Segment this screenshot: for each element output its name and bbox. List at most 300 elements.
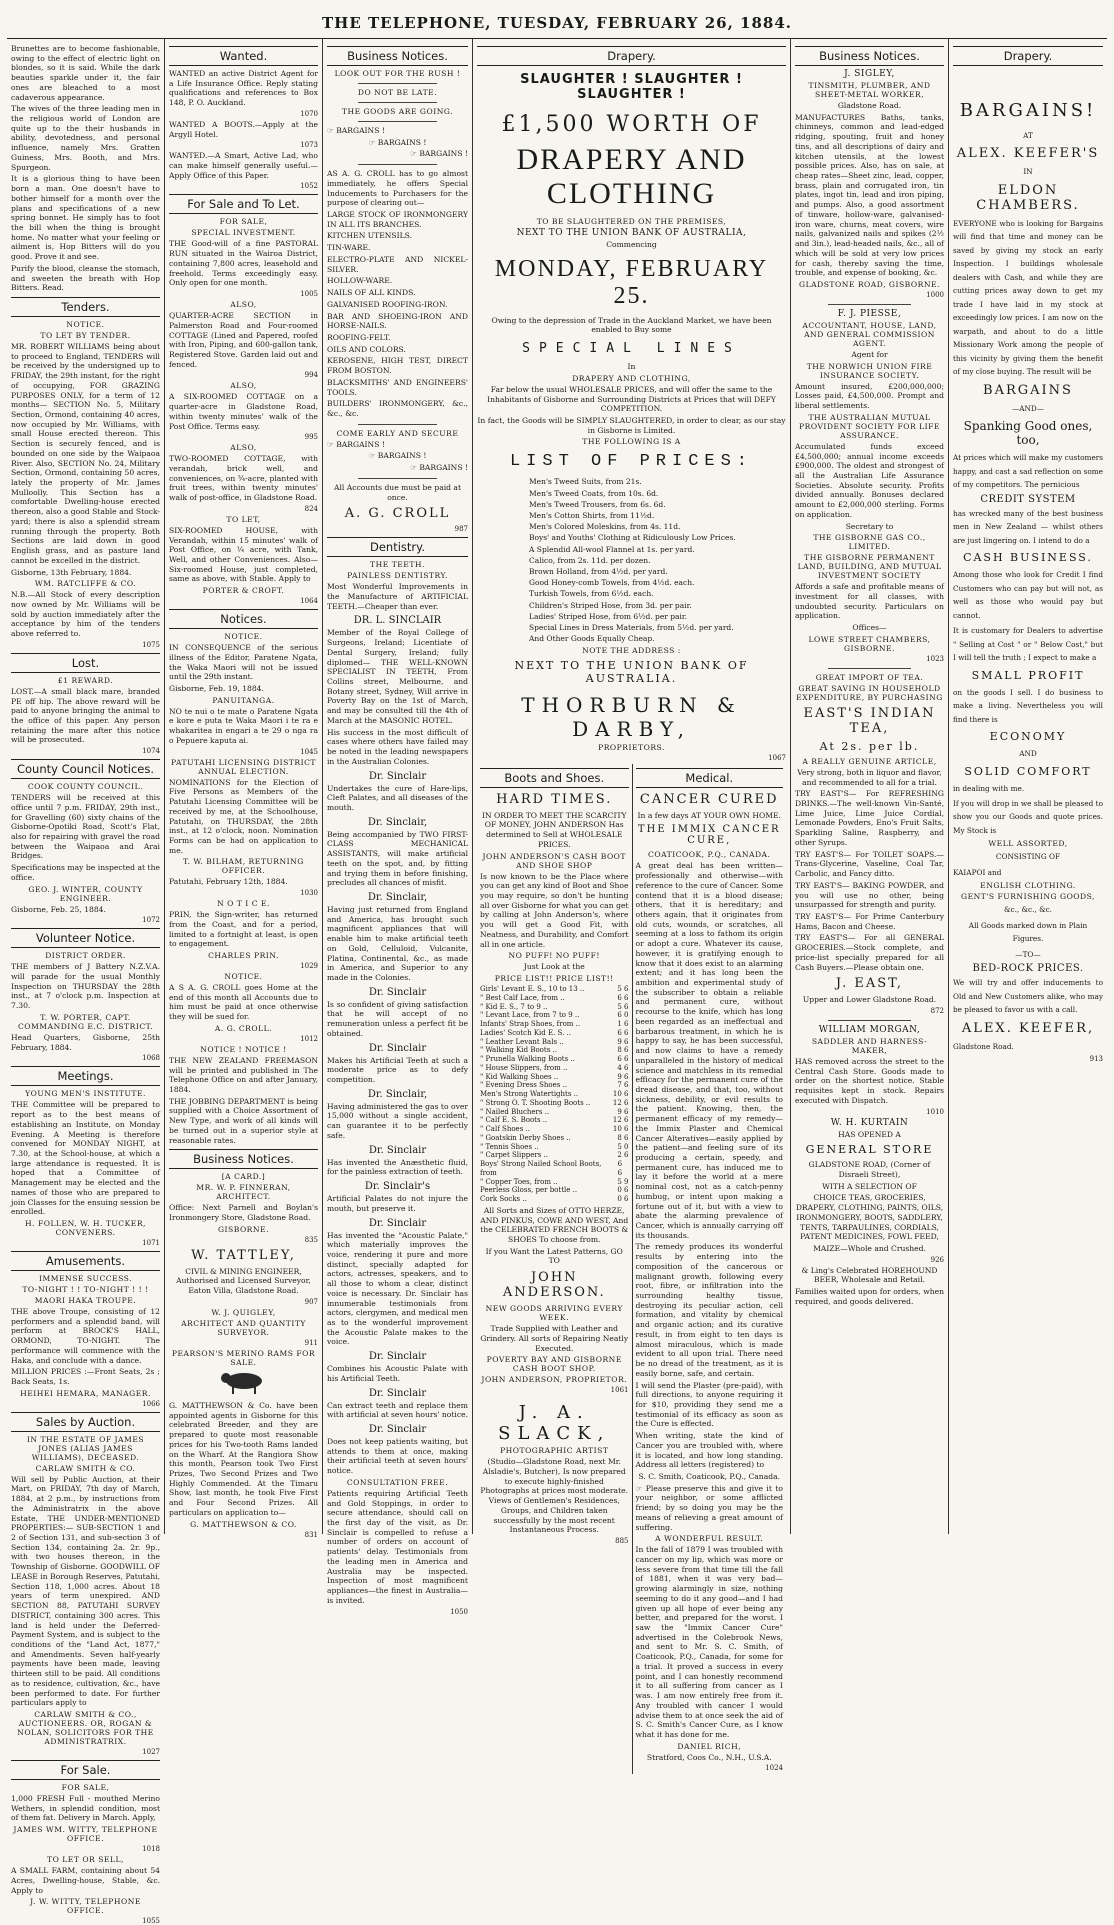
morgan-name: WILLIAM MORGAN, — [818, 1024, 921, 1035]
list-item: HOLLOW-WARE. — [327, 276, 393, 286]
section-heading-notices: Notices. — [169, 609, 318, 629]
address-line: NEXT TO THE UNION BANK OF AUSTRALIA. — [514, 658, 749, 685]
county-sub: COOK COUNTY COUNCIL. — [27, 782, 144, 792]
boot-price-value: 5 6 — [617, 1002, 629, 1011]
boot-price-row — [480, 1099, 629, 1108]
kaiapoi-line: KAIAPOI and — [953, 867, 1002, 877]
tattley-name: W. TATTLEY, — [191, 1247, 296, 1263]
sinclair-text: Having administered the gas to over 15,000 without a single accident, can guarantee it to be perfectly safe. — [327, 1101, 468, 1140]
tolet-sign: PORTER & CROFT. — [202, 586, 285, 596]
boot-price-item: " Prunella Walking Boots .. — [480, 1055, 575, 1064]
section-heading-drapery: Drapery. — [953, 46, 1103, 66]
in-sub: DRAPERY AND CLOTHING, — [572, 373, 691, 383]
ad-ref: 1052 — [300, 182, 318, 191]
boots-anderson: JOHN ANDERSON. — [502, 1270, 606, 1301]
ad-ref: 1075 — [142, 640, 160, 649]
sinclair-text: Artificial Palates do not injure the mouth, but preserve it. — [327, 1194, 468, 1213]
spanking-line: Spanking Good ones, too, — [963, 419, 1093, 448]
boot-price-item: " Walking Kid Boots .. — [480, 1046, 557, 1055]
consisting-of: CONSISTING OF — [995, 852, 1061, 862]
tolet-body: SIX-ROOMED HOUSE, with Verandah, within 15 minutes' walk of Post Office, on ¼ acre, with Tank, Well, and other Conveniences. Also— Six-roomed House, just completed, same as above, with Stable. Apply to — [169, 525, 318, 584]
let-sign: J. W. WITTY, TELEPHONE OFFICE. — [30, 1897, 141, 1916]
let-sub: TO LET OR SELL, — [47, 1855, 124, 1865]
masthead: THE TELEPHONE, TUESDAY, FEBRUARY 26, 1884. — [7, 0, 1107, 39]
section-heading-sale: For Sale. — [11, 1760, 160, 1780]
intro-paragraph: It is a glorious thing to have been born a man. One doesn't have to bother himself for a month over the plans and specifications of a new spring bonnet. He simply has to foot the bill when the thing is brought home. No matter what your feeling or ailment is, Hop Bitters will do you good. Prove it and see. — [11, 174, 160, 262]
tea-price: At 2s. per lb. — [819, 739, 920, 753]
section-heading-auction: Sales by Auction. — [11, 1412, 160, 1432]
ad-ref: 835 — [304, 1235, 318, 1244]
just-line: Just Look at the — [523, 962, 585, 972]
county-body: TENDERS will be received at this office until 7 p.m. FRIDAY, 29th inst., for Gravelling (60) sixty chains of the Gisborne-Opotiki Road, Scott's Flat, also for repairing with gravel the road between the Waipaoa and Arai Bridges. — [11, 793, 160, 861]
ad-ref: 885 — [615, 1537, 629, 1545]
ad-ref: 911 — [304, 1338, 318, 1347]
also-body: QUARTER-ACRE SECTION in Palmerston Road and Four-roomed COTTAGE (Lined and Papered, roofed with Iron, Piping, and 600-gallon tank, Registered Stove. Garden laid out and fenced. — [169, 311, 318, 369]
boot-price-row — [480, 1055, 629, 1064]
notice-sub: N O T I C E. — [217, 899, 270, 909]
pearson-title: PEARSON'S MERINO RAMS FOR SALE. — [171, 1348, 316, 1367]
quigley-sub: ARCHITECT AND QUANTITY SURVEYOR. — [181, 1318, 306, 1337]
boot-price-value: 6 6 — [617, 1028, 629, 1037]
morgan-body: HAS removed across the street to the Central Cash Store. Goods made to order on the shortest notice. Stable requisites kept in stock. Repairs executed with Dispatch. — [795, 1056, 944, 1105]
divider — [358, 102, 437, 103]
intro-paragraph: Purify the blood, cleanse the stomach, and sweeten the breath with Hop Bitters. Read. — [11, 263, 160, 293]
keefer-name: ALEX. KEEFER'S — [956, 146, 1100, 162]
auction-estate: IN THE ESTATE OF JAMES JONES (ALIAS JAMES WILLIAMS), DECEASED. — [26, 1434, 145, 1462]
immix-body: A great deal has been written—professionally and otherwise—with reference to the cure of Cancer. Some contend that it is a blood disease; others, that it is hereditary; and others again, that it originates from old cuts, wounds, or scratches, all seeming at a loss to fathom its origin or adopt a cure. Whatever its cause, however, it is gratifying enough to know that it does exist to an alarming extent; and it has long been the ambition and experimental study of the subscriber to obtain a reliable and permanent cure, without recourse to the knife, which has long been regarded as an ineffectual and barbarous treatment, in which he is happy to say, he has been successful, and now claims to have a remedy unparalleled in the history of medical science and matchless in its remedial efficacy for the permanent cure of the dread disease, and that, too, without sickness, debility, or evil results to the patient. Knowing, then, the permanent efficacy of my remedy—the Immix Plaster and Chemical Cancer Alteratives—easily applied by the patient—and feeling sure of its producing a certain, speedy, and permanent cure, has induced me to lay it before the world at a mere nominal cost, not as a catch-penny humbug, or intent upon making a fortune out of it, but with a view to abate the alarming prevalence of Cancer, which is annually carrying off its thousands. — [635, 861, 783, 1240]
ad-ref: 1005 — [300, 290, 318, 299]
following-line: THE FOLLOWING IS A — [582, 437, 681, 447]
kurtain-place: GLADSTONE ROAD, (Corner of Disraeli Street), — [808, 1160, 931, 1179]
kurtain-name: W. H. KURTAIN — [830, 1117, 909, 1128]
notice-body: IN CONSEQUENCE of the serious illness of the Editor, Paratene Ngata, the Waka Maori will not be issued until the 29th instant. — [169, 643, 318, 682]
boot-price-value: 10 6 — [612, 1125, 629, 1134]
divider — [358, 164, 437, 165]
boot-price-row — [480, 1081, 629, 1090]
dr-success: His success in the most difficult of cases where others have failed may be noted in the leading newspapers in the Australian Colonies. — [327, 727, 468, 766]
tattley-sub: CIVIL & MINING ENGINEER, Authorised and Licensed Surveyor, Eaton Villa, Gladstone Road. — [176, 1266, 311, 1296]
hard-times: HARD TIMES. — [496, 791, 613, 807]
boots-shop2: POVERTY BAY AND GISBORNE CASH BOOT SHOP. — [486, 1355, 622, 1374]
plist-title: PRICE LIST!! PRICE LIST!! — [494, 974, 614, 984]
amuse-troupe: MAORI HAKA TROUPE. — [34, 1295, 137, 1305]
piesse-agent: Agent for — [851, 349, 888, 359]
boot-price-item: Men's Strong Watertights .. — [480, 1090, 579, 1099]
etc-line: &c., &c., &c. — [1004, 905, 1052, 915]
price-item: Ladies' Striped Hose, from 6½d. per pair. — [529, 611, 688, 621]
patutahi-sign: T. W. BILHAM, RETURNING OFFICER. — [183, 857, 304, 876]
sinclair-text: Having just returned from England and America, has brought such magnificent appliances that will enable him to make artificial teeth on Gold, Celluloid, Vulcanite, Platina, Continental, &c., as made in America, and Superior to any made in the Colonies. — [327, 904, 468, 982]
slaughter-banner: SLAUGHTER ! SLAUGHTER ! SLAUGHTER ! — [520, 72, 743, 102]
to-be-line: TO BE SLAUGHTERED ON THE PREMISES, — [536, 217, 727, 226]
try-east: TRY EAST'S— For Prime Canterbury Hams, Bacon and Cheese. — [795, 911, 944, 931]
price-item: Special Lines in Dress Materials, from 5½d. per yard. — [529, 622, 734, 632]
sinclair-text: Undertakes the cure of Hare-lips, Cleft Palates, and all diseases of the mouth. — [327, 783, 468, 812]
tolet-label: TO LET, — [226, 514, 261, 524]
boot-price-row — [480, 1116, 629, 1125]
amuse-sub: IMMENSE SUCCESS. — [38, 1273, 133, 1283]
list-item: LARGE STOCK OF IRONMONGERY IN ALL ITS BRANCHES. — [327, 210, 468, 229]
ad-ref: 1050 — [450, 1607, 468, 1616]
cancer-sub: In a few days AT YOUR OWN HOME. — [637, 810, 781, 820]
firm-name: THORBURN & DARBY, — [521, 692, 742, 741]
list-item: GALVANISED ROOFING-IRON. — [327, 299, 448, 309]
keefer-body: on the goods I sell. I do business to make a living. Nevertheless you will find there is — [953, 687, 1103, 724]
next-to-line: NEXT TO THE UNION BANK OF AUSTRALIA, — [516, 228, 747, 238]
price-item: Men's Tweed Trousers, from 6s. 6d. — [529, 499, 666, 509]
special-lines: SPECIAL LINES — [522, 341, 741, 357]
kurtain-ling: & Ling's Celebrated HOREHOUND BEER, Wholesale and Retail. — [801, 1265, 938, 1285]
kurtain-maize: MAIZE—Whole and Crushed. — [813, 1244, 926, 1254]
owing-line: Owing to the depression of Trade in the Auckland Market, we have been enabled to Buy some — [491, 315, 772, 335]
immix-sign: S. C. Smith, Coaticook, P.Q., Canada. — [638, 1471, 781, 1481]
wonderful-body: In the fall of 1879 I was troubled with cancer on my lip, which was more or less severe from that time till the fall of 1881, when it was very bad—growing alarmingly in size, nothing seeming to do it any good—and I had given up all hope of ever being any better, and prepared for the worst. I saw the "Immix Cancer Cure" advertised in the Colebrook News, and sent to Mr. S. C. Smith, of Coaticook, P.Q., Canada, for some for a trial. It proved a success in every point, and I can honestly recommend it to all suffering from cancer as I was. I am now entirely free from it. Any troubled with cancer I would advise them to at once seek the aid of S. C. Smith's Cancer Cure, as I know what it has done for me. — [635, 1545, 783, 1739]
try-east: TRY EAST'S— For REFRESHING DRINKS.—The well-known Vin-Santé, Lime Juice, Lime Juice Cordial, Lemonade Powders, Eno's Fruit Salts, Sparkling Saline, Raspberry, and other Syrups. — [795, 789, 944, 847]
boot-price-value: 7 6 — [617, 1081, 629, 1090]
boot-price-row — [480, 1011, 629, 1020]
meetings-body: THE Committee will be prepared to report as to the best means of establishing an Institute, on Monday Evening. A Meeting is therefore convened for MONDAY NIGHT, at 7.30, at the School-house, at which a large attendance is requested. It is hoped that a Committee of Management may be elected and the names of those who are prepared to join Classes for the ensuing session be enrolled. — [11, 1100, 160, 1217]
come-line: COME EARLY AND SECURE — [336, 428, 459, 438]
and-line: AND — [1019, 749, 1037, 759]
ad-ref: 1061 — [610, 1386, 629, 1395]
amp-body: Accumulated funds exceed £4,500,000; annual income exceeds £900,000. The oldest and strongest of all the Australian Life Assurance Societies. Absolute security. Profits divided annually. Bonuses declared amount to £2,000,000 sterling. Forms on application. — [795, 441, 944, 519]
consult-title: CONSULTATION FREE. — [346, 1477, 449, 1487]
east-place: Upper and Lower Gladstone Road. — [802, 995, 937, 1005]
ad-ref: 1027 — [142, 1747, 160, 1756]
panuitanga-body: NO te nui o te mate o Paratene Ngata e kore e puta te Waka Maori i te ra e whakaritea in engari a te 29 o nga ra o Pepuere kaputa ai. — [169, 706, 318, 745]
ad-ref: 913 — [1089, 1055, 1103, 1064]
offices-line: Offices— — [852, 623, 887, 633]
column-1 — [7, 39, 165, 1925]
sinclair-title: Dr. Sinclair — [368, 1351, 427, 1363]
sigley-place: Gladstone Road. — [837, 101, 902, 110]
amuse-prices: MILLION PRICES :—Front Seats, 2s ; Back Seats, 1s. — [11, 1367, 160, 1386]
ad-ref: 1073 — [300, 141, 318, 150]
boot-price-item: " Leather Levant Bals .. — [480, 1037, 564, 1046]
boot-price-value: 6 0 — [617, 1011, 629, 1020]
marked-line: All Goods marked down in Plain Figures. — [968, 920, 1088, 944]
lost-reward: £1 REWARD. — [57, 675, 114, 685]
tenders-sub: TO LET BY TENDER. — [40, 330, 131, 340]
boot-price-value: 5 6 — [617, 985, 629, 994]
column-6 — [949, 39, 1107, 1534]
ad-ref: 987 — [454, 525, 468, 534]
sinclair-text: Can extract teeth and replace them with artificial at seven hours' notice. — [327, 1400, 468, 1420]
price-list — [477, 477, 786, 643]
medical-section — [632, 764, 787, 1775]
keefer-body: in dealing with me. — [953, 783, 1025, 793]
notice-sign: CHARLES PRIN. — [208, 950, 279, 960]
date-headline: MONDAY, FEBRUARY 25. — [494, 255, 769, 309]
tenders-sign: WM. RATCLIFFE & CO. — [34, 579, 137, 589]
well-assorted: WELL ASSORTED, — [988, 839, 1068, 849]
boot-price-item: Ladies' Scotch Kid E. S. .. — [480, 1028, 572, 1037]
boot-price-value: 4 6 — [617, 1063, 629, 1072]
volunteer-sub: DISTRICT ORDER. — [45, 951, 126, 961]
amp-title: THE AUSTRALIAN MUTUAL PROVIDENT SOCIETY FOR LIFE ASSURANCE. — [799, 412, 940, 440]
commencing-line: Commencing — [606, 240, 657, 249]
intro-paragraph: The wives of the three leading men in the religious world of London are quite up to the their husbands in ability, devotedness, and personal influence, namely Mrs. Gratten Guiness, Mrs. Booth, and Mrs. Spurgeon. — [11, 104, 160, 172]
sinclair-title: Dr. Sinclair — [368, 1424, 427, 1435]
boot-price-row — [480, 1038, 629, 1047]
finneran-body: Office: Next Parnell and Boylan's Ironmongery Store, Gladstone Road. — [169, 1203, 318, 1223]
sigley-sign: GLADSTONE ROAD, GISBORNE. — [799, 279, 940, 289]
ad-ref: 1072 — [142, 916, 160, 925]
section-heading-lost: Lost. — [11, 653, 160, 673]
boot-price-value: 2 6 — [617, 1151, 629, 1160]
morgan-sub: SADDLER AND HARNESS-MAKER, — [811, 1036, 928, 1055]
divider — [828, 668, 911, 669]
volunteer-date: Head Quarters, Gisborne, 25th February, 1884. — [11, 1032, 160, 1052]
forsale-body: THE Good-will of a fine PASTORAL RUN situated in the Wairoa District, containing 7,800 acres, leasehold and freehold. Terms exceedingly easy. Only open for one month. — [169, 239, 318, 288]
in-line: IN — [1023, 167, 1033, 177]
item-list — [327, 210, 468, 419]
ad-ref: 824 — [304, 504, 318, 513]
keefer-body: has wrecked many of the best business men in New Zealand — whilst others are just lingering on. I intend to do a — [953, 508, 1103, 545]
divider — [828, 304, 911, 305]
sinclair-list — [327, 771, 468, 1476]
boot-price-row — [480, 1160, 629, 1178]
ad-ref: 926 — [930, 1255, 944, 1264]
ad-ref: 1066 — [142, 1399, 160, 1408]
boots-sign: JOHN ANDERSON, PROPRIETOR. — [481, 1375, 628, 1385]
sinclair-title: Dr. Sinclair's — [364, 1181, 431, 1193]
tea-import: GREAT IMPORT OF TEA. — [815, 672, 924, 682]
wanted-ad: WANTED an active District Agent for a Life Insurance Office. Reply stating qualifications and references to Box 148, P. O. Auckland. — [169, 69, 318, 108]
boot-price-item: Girls' Levant E. S., 10 to 13 .. — [480, 985, 585, 994]
try-east: TRY EAST'S— For TOILET SOAPS.—Trans-Glycerine, Vaseline, Coal Tar, Carbolic, and Fancy ditto. — [795, 849, 944, 879]
kurtain-items: CHOICE TEAS, GROCERIES, DRAPERY, CLOTHING, PAINTS, OILS, IRONMONGERY, BOOTS, SADDLERY, TENTS, TARPAULINES, CORDIALS, PATENT MEDICINES, FOWL FEED, — [795, 1193, 944, 1242]
price-item: A Splendid All-wool Flannel at 1s. per yard. — [529, 544, 695, 554]
section-heading-amusements: Amusements. — [11, 1251, 160, 1271]
boot-price-value: 8 6 — [617, 1133, 629, 1142]
section-heading-dentistry: Dentistry. — [327, 537, 468, 557]
building-title: THE GISBORNE PERMANENT LAND, BUILDING, AND MUTUAL INVESTMENT SOCIETY — [797, 553, 942, 581]
sinclair-text: Combines his Acoustic Palate with his Artificial Teeth. — [327, 1364, 468, 1383]
immix-body: I will send the Plaster (pre-paid), with full directions, to anyone requiring it for $10, providing they send me a testimonial of its efficacy as soon as the Cure is effected. — [635, 1380, 783, 1429]
credit-system: CREDIT SYSTEM — [980, 493, 1076, 505]
boot-price-value: 0 6 — [617, 1186, 629, 1195]
sinclair-title: Dr. Sinclair, — [367, 816, 428, 828]
section-heading-business: Business Notices. — [795, 46, 944, 66]
section-heading-wanted: Wanted. — [169, 46, 318, 66]
price-item: Men's Tweed Coats, from 10s. 6d. — [529, 488, 659, 498]
divider — [358, 478, 437, 479]
boot-price-item: " Calf Shoes .. — [480, 1125, 530, 1134]
bedrock-prices: BED-ROCK PRICES. — [972, 963, 1084, 975]
gents-goods: GENT'S FURNISHING GOODS, — [961, 892, 1095, 902]
county-spec: Specifications may be inspected at the office. — [11, 863, 160, 882]
boot-price-value: 8 6 — [617, 1046, 629, 1055]
going-line: THE GOODS ARE GOING. — [341, 107, 454, 116]
sinclair-text: Has invented the Anæsthetic fluid, for the painless extraction of teeth. — [327, 1157, 468, 1177]
sigley-sub: TINSMITH, PLUMBER, AND SHEET-METAL WORKER, — [808, 81, 931, 99]
boot-price-value: 6 6 — [617, 1055, 629, 1064]
painless-title: PAINLESS DENTISTRY. — [347, 571, 448, 581]
tenders-notice: NOTICE. — [66, 319, 105, 329]
sinclair-text: Does not keep patients waiting, but attends to them at once, making their artificial teeth at seven hours' notice. — [327, 1437, 468, 1476]
meetings-sub: YOUNG MEN'S INSTITUTE. — [25, 1089, 146, 1099]
sale-sign: JAMES WM. WITTY, TELEPHONE OFFICE. — [13, 1825, 158, 1844]
quigley-name: W. J. QUIGLEY, — [211, 1307, 276, 1317]
boot-price-item: " Levant Lace, from 7 to 9 .. — [480, 1011, 580, 1020]
boot-price-row — [480, 1029, 629, 1038]
notice-sub: NOTICE. — [224, 632, 263, 642]
keefer-sign: ALEX. KEEFER, — [961, 1020, 1095, 1036]
boot-price-row — [480, 1134, 629, 1143]
section-heading-boots: Boots and Shoes. — [480, 768, 629, 788]
boot-price-item: Infants' Strap Shoes, from .. — [480, 1020, 581, 1029]
keefer-body: If you will drop in we shall be pleased to show you our Goods and quote prices. My Stock is — [953, 798, 1103, 835]
east-name: J. EAST, — [835, 976, 904, 992]
croll-signature: A. G. CROLL — [344, 506, 451, 522]
and-line: —AND— — [1011, 403, 1045, 413]
ad-ref: 994 — [304, 371, 318, 380]
boot-price-value: 9 6 — [617, 1037, 629, 1046]
also-body: TWO-ROOMED COTTAGE, with verandah, brick well, and conveniences, on ¾-acre, planted with fruit trees, within twenty minutes' walk of post-office, in Gladstone Road. — [169, 454, 318, 503]
dent-intro: Most Wonderful Improvements in the Manufacture of ARTIFICIAL TEETH.—Cheaper than ever. — [327, 582, 468, 611]
sinclair-text: Is so confident of giving satisfaction that he will accept of no remuneration unless a perfect fit be obtained. — [327, 999, 468, 1038]
boot-price-value: 6 6 — [617, 993, 629, 1002]
notice-sub: NOTICE ! NOTICE ! — [200, 1044, 287, 1054]
kurtain-store: GENERAL STORE — [805, 1143, 934, 1157]
wanted-ad: WANTED.—A Smart, Active Lad, who can make himself generally useful.—Apply Office of this Paper. — [169, 151, 318, 180]
ad-ref: 1055 — [142, 1917, 160, 1925]
ad-ref: 1067 — [768, 753, 786, 762]
sinclair-title: Dr. Sinclair — [368, 1217, 427, 1229]
list-item: BUILDERS' IRONMONGERY, &c., &c., &c. — [327, 399, 468, 418]
boot-price-value: 9 6 — [617, 1107, 629, 1116]
sinclair-text: Being accompanied by TWO FIRST-CLASS MECHANICAL ASSISTANTS, will make artificial teeth on the spot, and, by fitting and trying them in before finishing, precludes all chances of misfit. — [327, 829, 468, 888]
boot-price-item: Peerless Gloss, per bottle .. — [480, 1186, 578, 1195]
ad-ref: 1030 — [300, 889, 318, 898]
forsale-sub2: SPECIAL INVESTMENT. — [191, 228, 296, 238]
bargain-line: ☞ BARGAINS ! — [410, 463, 468, 473]
keefer-body: At prices which will make my customers happy, and cast a sad reflection on some of my competitors. The pernicious — [953, 453, 1103, 490]
boot-price-item: " Carpet Slippers .. — [480, 1151, 548, 1160]
economy: ECONOMY — [989, 730, 1067, 744]
boot-price-value: 6 6 — [617, 1160, 623, 1177]
also-label: ALSO, — [230, 381, 257, 391]
amuse-sign: HEIHEI HEMARA, MANAGER. — [20, 1388, 151, 1398]
sinclair-title: Dr. Sinclair — [368, 1144, 427, 1156]
list-item: OILS AND COLORS. — [327, 344, 406, 354]
divider — [358, 424, 437, 425]
county-sign: GEO. J. WINTER, COUNTY ENGINEER. — [28, 884, 143, 903]
volunteer-sign: T. W. PORTER, CAPT. COMMANDING E.C. DISTRICT. — [18, 1012, 153, 1031]
boot-price-item: Boys' Strong Nailed School Boots, from — [480, 1160, 602, 1177]
english-clothing: ENGLISH CLOTHING. — [980, 881, 1076, 891]
notice-body: PRIN, the Sign-writer, has returned from the Coast, and for a period, limited to a fortnight at least, is open to engagement. — [169, 910, 318, 949]
section-heading-county: County Council Notices. — [11, 759, 160, 779]
boot-price-item: " Kid E. S., 7 to 9 .. — [480, 1002, 548, 1011]
boot-price-row — [480, 994, 629, 1003]
price-item: Men's Cotton Shirts, from 11½d. — [529, 511, 655, 521]
price-item: Children's Striped Hose, from 3d. per pair. — [529, 600, 692, 610]
also-label: ALSO, — [230, 300, 257, 310]
boots-latest: If you Want the Latest Patterns, GO TO — [485, 1246, 623, 1266]
sale-body: 1,000 FRESH Full - mouthed Merino Wethers, in splendid condition, most of them fat. Delivery in March. Apply, — [11, 1793, 160, 1823]
tenders-nb: N.B.—All Stock of every description now owned by Mr. Williams will be sold by auction immediately after the acceptance by him of the tenders above referred to. — [11, 590, 160, 639]
sinclair-text: Has invented the "Acoustic Palate," which materially improves the voice, rendering it pure and more distinct, specially adapted for actors, actresses, speakers, and to all those to whom a clear, distinct voice is necessary. Dr. Sinclair has innumerable testimonials from actors, clergymen, and medical men as to the wonderful improvement the Acoustic Palate makes to the voice. — [327, 1230, 468, 1347]
slack-body: (Studio—Gladstone Road, next Mr. Alsladie's, Butcher), Is now prepared to execute highly-finished Photographs at prices most moderate. Views of Gentlemen's Residences, Groups, and Children taken successfully by the most recent Instantaneous Process. — [480, 1457, 629, 1535]
price-item: Men's Colored Moleskins, from 4s. 11d. — [529, 522, 681, 532]
ad-ref: 1045 — [300, 747, 318, 756]
rush-line: LOOK OUT FOR THE RUSH ! — [334, 69, 461, 78]
accounts-line: All Accounts due must be paid at once. — [333, 482, 461, 502]
boot-price-list — [480, 985, 629, 1204]
price-item: Good Honey-comb Towels, from 4½d. each. — [529, 578, 695, 588]
pearson-body: G. MATTHEWSON & Co. have been appointed agents in Gisborne for this celebrated Breeder, and they are prepared to quote most reasonable prices for his Two-tooth Rams landed on the Wharf. At the Rangiora Show this month, Pearson took Two First Prizes, Two Second Prizes and Two Highly Commended. At the Timaru Show, last month, he took Five First and Four Second Prizes. All particulars on application to— — [169, 1400, 318, 1517]
boot-price-row — [480, 1003, 629, 1012]
in-fact: In fact, the Goods will be SIMPLY SLAUGHTERED, in order to clear, as our stay in Gisborne is Limited. — [477, 416, 786, 435]
far-below: Far below the usual WHOLESALE PRICES, and will offer the same to the Inhabitants of Gisborne and Surrounding Districts at Prices that will DEFY COMPETITION. — [487, 384, 776, 414]
list-item: BLACKSMITHS' AND ENGINEERS' TOOLS. — [327, 377, 468, 397]
boot-price-row — [480, 985, 629, 994]
cancer-title: CANCER CURED — [639, 791, 779, 807]
ad-ref: 1024 — [765, 1764, 783, 1773]
divider — [358, 83, 437, 84]
section-heading-forsale: For Sale and To Let. — [169, 194, 318, 214]
wonderful-sign: DANIEL RICH, — [677, 1741, 742, 1751]
in-line: In — [627, 362, 636, 372]
gas-title: THE GISBORNE GAS CO., LIMITED. — [813, 533, 926, 552]
boots-section — [477, 764, 632, 1775]
boot-price-item: " Tennis Shoes .. — [480, 1142, 539, 1151]
boot-price-value: 0 6 — [617, 1195, 629, 1204]
late-line: DO NOT BE LATE. — [357, 88, 438, 97]
amount-line: £1,500 WORTH OF — [501, 112, 762, 137]
ad-ref: 1029 — [300, 961, 318, 970]
tenders-date: Gisborne, 13th February, 1884. — [11, 567, 132, 577]
let-body: A SMALL FARM, containing about 54 Acres, Dwelling-house, Stable, &c. Apply to — [11, 1866, 160, 1895]
sinclair-title: Dr. Sinclair — [368, 770, 427, 782]
meetings-sign: H. FOLLEN, W. H. TUCKER, CONVENERS. — [25, 1218, 146, 1237]
patutahi-body: NOMINATIONS for the Election of Five Persons as Members of the Patutahi Licensing Committee will be received by me, at the Schoolhouse, Patutahi, on THURSDAY, the 28th inst., at 12 o'clock, noon. Nomination Forms can be had on application to me. — [169, 777, 318, 855]
keefer-body: Among those who look for Credit I find Customers who can pay but will not, as well as those who would pay but cannot. — [953, 570, 1103, 620]
ad-ref: 1000 — [926, 290, 944, 299]
puff-line: NO PUFF! NO PUFF! — [508, 951, 600, 961]
county-date: Gisborne, Feb. 25, 1884. — [11, 904, 106, 914]
try-east: TRY EAST'S— BAKING POWDER, and you will use no other, being unsurpassed for strength and purity. — [795, 880, 944, 910]
boot-price-value: 10 6 — [612, 1090, 629, 1099]
boot-price-row — [480, 1020, 629, 1029]
immix-place: COATICOOK, P.Q., CANADA. — [648, 850, 771, 860]
also-body: A SIX-ROOMED COTTAGE on a quarter-acre in Gladstone Road, within twenty minutes' walk of the Post Office. Terms easy. — [169, 392, 318, 431]
boot-price-row — [480, 1090, 629, 1099]
boot-price-item: " Copper Toes, from .. — [480, 1177, 558, 1186]
boot-price-row — [480, 1186, 629, 1195]
patutahi-date: Patutahi, February 12th, 1884. — [169, 877, 288, 887]
boot-price-value: 12 6 — [612, 1116, 629, 1125]
bargains-word: BARGAINS — [983, 382, 1073, 398]
keefer-body: We will try and offer inducements to Old and New Customers alike, who may be pleased to favor us with a call. — [953, 978, 1103, 1015]
kurtain-with: WITH A SELECTION OF — [822, 1181, 917, 1191]
also-label: ALSO, — [230, 443, 257, 453]
boots-shop: JOHN ANDERSON'S CASH BOOT AND SHOE SHOP — [482, 851, 626, 870]
panuitanga-title: PANUITANGA. — [212, 695, 275, 705]
bargains-title: BARGAINS! — [959, 100, 1097, 121]
finneran-place: GISBORNE. — [217, 1224, 270, 1234]
list-item: BAR AND SHOEING-IRON AND HORSE-NAILS. — [327, 311, 468, 331]
patutahi-sub: PATUTAHI LICENSING DISTRICT ANNUAL ELECTION. — [171, 757, 316, 776]
consult-body: Patients requiring Artificial Teeth and Gold Stoppings, in order to secure attendance, should call on the first day of the visit, as Dr. Sinclair is compelled to refuse a number of orders on account of patients' delay. Testimonials from the leading men in America and Australia may be inspected. Inspection of most magnificent appliances—the finest in Australia—is invited. — [327, 1488, 468, 1605]
slack-name: J. A. SLACK, — [498, 1402, 611, 1445]
eldon-chambers: ELDON CHAMBERS. — [976, 182, 1080, 213]
cash-business: CASH BUSINESS. — [963, 551, 1093, 565]
sinclair-title: Dr. Sinclair, — [367, 891, 428, 903]
sinclair-text: Makes his Artificial Teeth at such a moderate price as to defy competition. — [327, 1055, 468, 1085]
